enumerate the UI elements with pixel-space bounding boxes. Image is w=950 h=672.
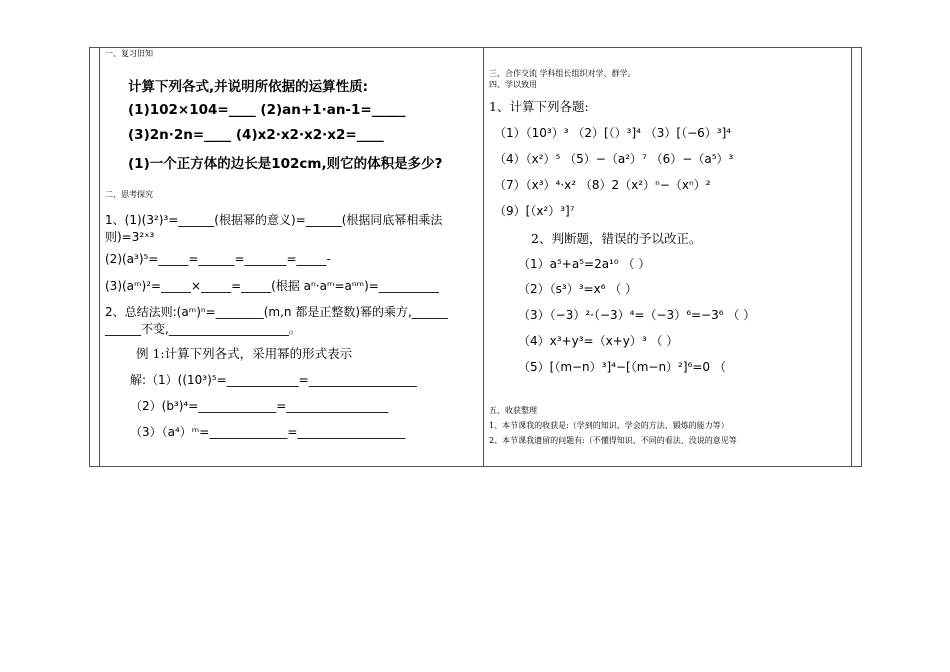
column-divider: [483, 47, 484, 467]
section-cooperate-title: 三、合作交流 学科组长组织对学、群学。: [489, 69, 636, 78]
section-apply-title: 四、学以致用: [489, 80, 537, 89]
example-title: 例 1:计算下列各式，采用幂的形式表示: [136, 346, 353, 361]
judge-row-4: （4）x³+y³=（x+y）³ （ ）: [518, 334, 679, 348]
explore-line-1b: 则)=3²ˣ³: [105, 230, 155, 244]
judge-row-3: （3）（−3）²·（−3）⁴=（−3）⁶=−3⁶ （ ）: [518, 308, 756, 322]
harvest-line-1: 1、本节课我的收获是:（学到的知识、学会的方法、锻炼的能力等）: [489, 421, 729, 430]
example-line-1: 解:（1）((10³)⁵=____________=__________________: [130, 373, 417, 387]
calc-heading: 1、计算下列各题:: [489, 99, 589, 114]
calc-row-1: （1）（10³）³ （2）[（）³]⁴ （3）[（−6）³]⁴: [494, 126, 732, 140]
explore-line-4a: 2、总结法则:(aᵐ)ⁿ=________(m,n 都是正整数)幂的乘方,______: [105, 305, 448, 319]
explore-line-2: (2)(a³)⁵=_____=______=_______=_____-: [105, 252, 331, 266]
explore-line-1a: 1、(1)(3²)³=______(根据幂的意义)=______(根据同底幂相乘法: [105, 213, 443, 227]
review-line-1: (1)102×104=____ (2)an+1·an-1=_____: [128, 102, 406, 118]
example-line-2: （2）(b³)⁴=_____________=_________________: [130, 399, 389, 413]
review-heading: 计算下列各式,并说明所依据的运算性质:: [128, 79, 369, 95]
judge-row-2: （2）（s³）³=x⁶ （ ）: [518, 282, 638, 296]
right-margin-line: [851, 47, 852, 467]
judge-row-5: （5）[（m−n）³]⁴−[（m−n）²]⁶=0 （: [518, 360, 726, 374]
section-harvest-title: 五、收获整理: [489, 406, 537, 415]
example-line-3: （3）（a⁴）ᵐ=_____________=__________________: [130, 425, 406, 439]
calc-row-3: （7）（x³）⁴·x² （8）2（x²）ⁿ−（xⁿ）²: [494, 178, 711, 192]
judge-row-1: （1）a⁵+a⁵=2a¹⁰ （ ）: [518, 257, 651, 271]
calc-row-2: （4）（x²）⁵ （5）−（a²）⁷ （6）−（a⁵）³: [494, 152, 734, 166]
harvest-line-2: 2、本节课我遗留的问题有:（不懂得知识、不同的看法、没说的意见等: [489, 436, 737, 445]
section-explore-title: 二、思考探究: [105, 190, 153, 199]
review-line-3: (1)一个正方体的边长是102cm,则它的体积是多少?: [128, 156, 443, 172]
judge-heading: 2、判断题，错误的予以改正。: [531, 231, 702, 246]
explore-line-3: (3)(aᵐ)²=_____×_____=_____(根据 aⁿ·aᵐ=aⁿᵐ)=__________: [105, 279, 439, 293]
calc-row-4: （9）[（x²）³]⁷: [494, 204, 575, 218]
section-review-title: 一、复习旧知: [105, 49, 153, 58]
explore-line-4b: ______不变,____________________。: [105, 322, 301, 336]
left-margin-line: [99, 47, 100, 467]
review-line-2: (3)2n·2n=____ (4)x2·x2·x2·x2=____: [128, 127, 384, 143]
